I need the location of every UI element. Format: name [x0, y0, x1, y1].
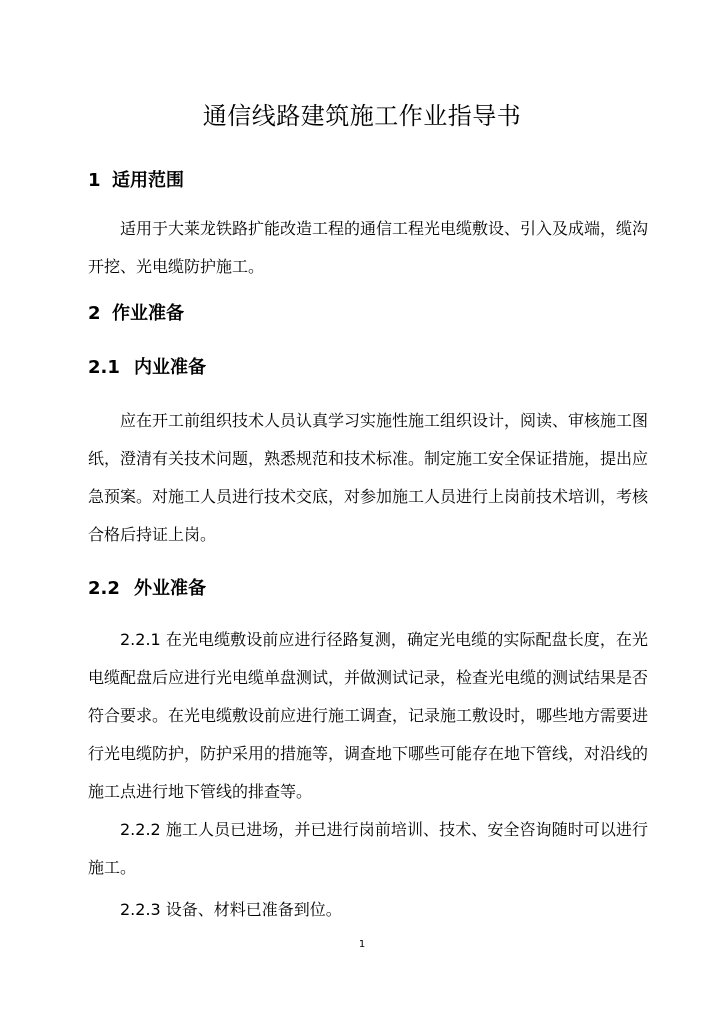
paragraph-2-2-3: 2.2.3 设备、材料已准备到位。 [120, 900, 342, 919]
page-number: 1 [358, 939, 366, 950]
document-title: 通信线路建筑施工作业指导书 [202, 102, 522, 130]
paragraph-2-2-2: 2.2.2 施工人员已进场，并已进行岗前培训、技术、安全咨询随时可以进行施工。 [88, 820, 648, 877]
subsection-heading-2-2 [88, 577, 206, 601]
section-title: 适用范围 [112, 170, 184, 191]
section-number: 1 [88, 170, 101, 191]
section-number: 2 [88, 303, 101, 324]
paragraph-2-2-1: 2.2.1 在光电缆敷设前应进行径路复测，确定光电缆的实际配盘长度，在光电缆配盘后应进行光电缆单盘测试，并做测试记录，检查光电缆的测试结果是否符合要求。在光电缆敷设前应进行施工调查，记录施工敷设时，哪些地方需要进行光电缆防护，防护采用的措施等，调查地下哪些可能存在地下管线，对沿线的施工点进行地下管线的排查等。 [88, 630, 649, 801]
paragraph-scope: 适用于大莱龙铁路扩能改造工程的通信工程光电缆敷设、引入及成端，缆沟开挖、光电缆防护施工。 [88, 219, 649, 276]
subsection-heading-2-1 [88, 356, 206, 380]
section-heading-2 [88, 302, 184, 326]
subsection-number: 2.1 [88, 357, 120, 378]
section-heading-1 [88, 169, 184, 193]
subsection-title: 内业准备 [134, 357, 206, 378]
section-title: 作业准备 [112, 303, 184, 324]
subsection-title: 外业准备 [134, 578, 206, 599]
paragraph-internal-preparation: 应在开工前组织技术人员认真学习实施性施工组织设计，阅读、审核施工图纸，澄清有关技术问题，熟悉规范和技术标准。制定施工安全保证措施，提出应急预案。对施工人员进行技术交底，对参加施工人员进行上岗前技术培训，考核合格后持证上岗。 [88, 411, 649, 544]
subsection-number: 2.2 [88, 578, 120, 599]
